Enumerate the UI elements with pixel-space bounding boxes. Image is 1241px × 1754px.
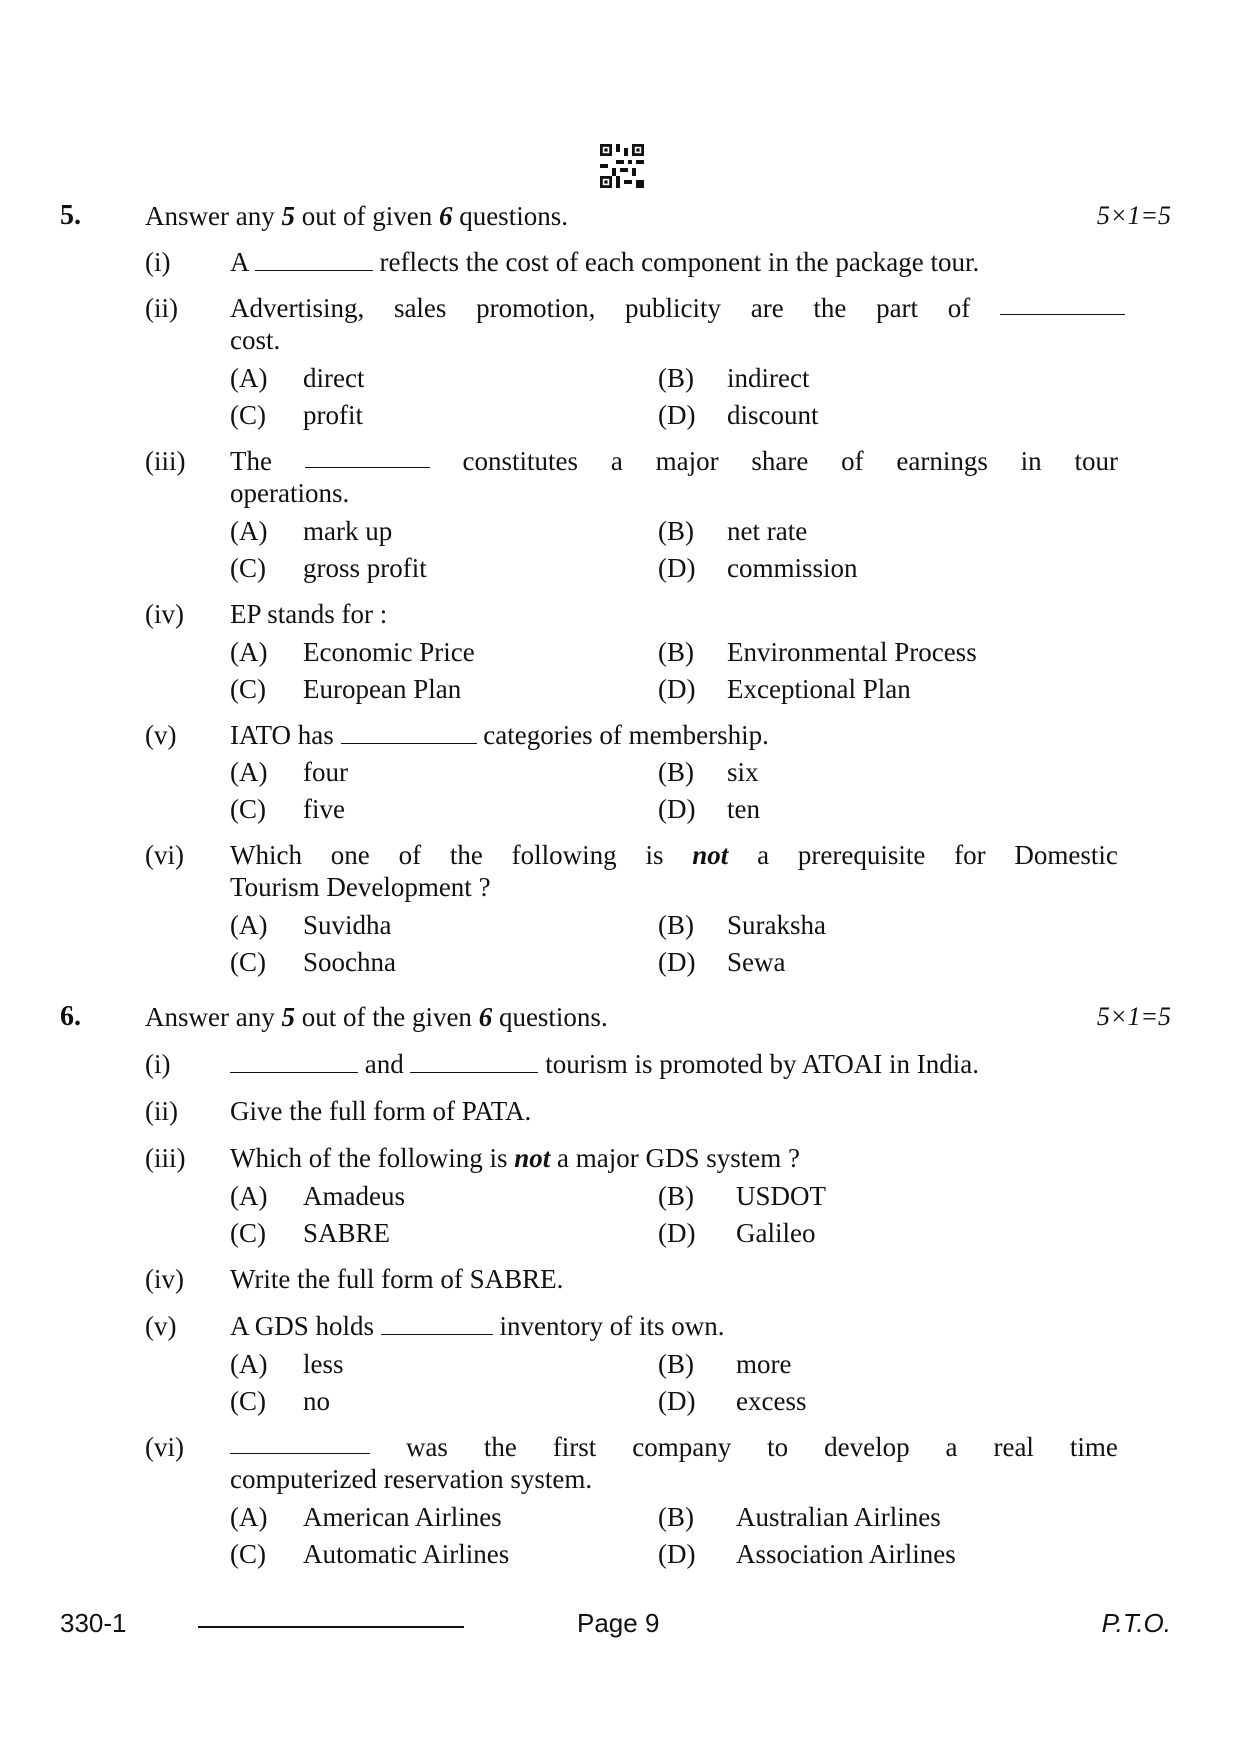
option-text: indirect (727, 363, 810, 393)
answer-blank (230, 1431, 370, 1454)
option-text: discount (727, 400, 819, 430)
sub-question-text: Which of the following is not a major GDS system ? (230, 1143, 800, 1173)
option-label: (A) (230, 1502, 268, 1532)
option-label: (B) (658, 637, 694, 667)
sub-question-label: (iv) (145, 1264, 184, 1294)
marks-label: 5×1=5 (1096, 1002, 1171, 1031)
option-label: (D) (658, 1386, 696, 1416)
sub-question-text: A GDS holds inventory of its own. (230, 1311, 725, 1341)
option-text: no (303, 1386, 330, 1416)
sub-question-label: (ii) (145, 293, 178, 323)
answer-blank (410, 1050, 538, 1073)
option-text: five (303, 794, 345, 824)
sub-question-text-cont: cost. (230, 325, 281, 355)
sub-question-label: (i) (145, 247, 171, 277)
pto-label: P.T.O. (1101, 1608, 1171, 1638)
answer-blank (1000, 292, 1125, 315)
question-instruction: Answer any 5 out of given 6 questions. (145, 201, 568, 231)
option-label: (A) (230, 363, 268, 393)
sub-question-text-cont: computerized reservation system. (230, 1464, 593, 1494)
option-label: (D) (658, 947, 696, 977)
option-text: Economic Price (303, 637, 475, 667)
sub-question-text: A reflects the cost of each component in the package tour. (230, 247, 980, 277)
option-label: (A) (230, 757, 268, 787)
sub-question-text: Which one of the following is not a prerequisite for Domestic (230, 840, 1118, 870)
option-text: USDOT (736, 1181, 827, 1211)
option-label: (C) (230, 794, 266, 824)
sub-question-label: (vi) (145, 1432, 184, 1462)
sub-question-label: (v) (145, 1311, 177, 1341)
option-text: six (727, 757, 759, 787)
sub-question-label: (iv) (145, 599, 184, 629)
qr-code-icon (600, 144, 644, 188)
answer-blank (255, 248, 373, 271)
option-text: excess (736, 1386, 807, 1416)
option-text: direct (303, 363, 365, 393)
option-label: (B) (658, 1349, 694, 1379)
option-label: (A) (230, 637, 268, 667)
option-label: (D) (658, 553, 696, 583)
sub-question-text: Advertising, sales promotion, publicity are the part of (230, 292, 1125, 324)
option-label: (C) (230, 947, 266, 977)
answer-blank (381, 1312, 493, 1335)
option-text: European Plan (303, 674, 462, 704)
option-label: (A) (230, 1181, 268, 1211)
question-instruction: Answer any 5 out of the given 6 questions. (145, 1002, 608, 1032)
sub-question-text: and tourism is promoted by ATOAI in India. (230, 1048, 979, 1080)
sub-question-text: Write the full form of SABRE. (230, 1264, 564, 1294)
option-text: profit (303, 400, 363, 430)
sub-question-text: The constitutes a major share of earnings in tour (230, 446, 1118, 476)
sub-question-text-cont: operations. (230, 478, 350, 508)
sub-question-label: (vi) (145, 840, 184, 870)
option-label: (D) (658, 794, 696, 824)
sub-question-text: EP stands for : (230, 599, 388, 629)
option-text: four (303, 757, 348, 787)
option-text: Automatic Airlines (303, 1539, 510, 1569)
option-text: net rate (727, 516, 808, 546)
answer-blank (230, 1050, 358, 1073)
option-text: less (303, 1349, 344, 1379)
question-number: 5. (60, 200, 81, 231)
answer-blank (341, 721, 477, 744)
option-label: (C) (230, 674, 266, 704)
option-label: (C) (230, 1386, 266, 1416)
option-label: (C) (230, 1218, 266, 1248)
option-text: SABRE (303, 1218, 391, 1248)
sub-question-label: (iii) (145, 1143, 186, 1173)
sub-question-text-cont: Tourism Development ? (230, 872, 491, 902)
option-text: mark up (303, 516, 393, 546)
option-label: (C) (230, 400, 266, 430)
sub-question-text: Give the full form of PATA. (230, 1096, 532, 1126)
answer-blank (305, 445, 430, 468)
sub-question-label: (i) (145, 1049, 171, 1079)
option-label: (B) (658, 910, 694, 940)
option-text: Suraksha (727, 910, 826, 940)
option-text: Suvidha (303, 910, 392, 940)
sub-question-label: (ii) (145, 1096, 178, 1126)
option-text: Australian Airlines (736, 1502, 941, 1532)
question-number: 6. (60, 1001, 81, 1032)
option-label: (B) (658, 1502, 694, 1532)
option-label: (A) (230, 516, 268, 546)
option-label: (D) (658, 1218, 696, 1248)
option-text: ten (727, 794, 760, 824)
option-label: (A) (230, 1349, 268, 1379)
sub-question-text: was the first company to develop a real time (230, 1431, 1118, 1463)
option-text: Soochna (303, 947, 396, 977)
option-text: American Airlines (303, 1502, 502, 1532)
option-label: (C) (230, 1539, 266, 1569)
sub-question-text: IATO has categories of membership. (230, 720, 769, 750)
option-label: (B) (658, 363, 694, 393)
option-label: (B) (658, 1181, 694, 1211)
option-text: Environmental Process (727, 637, 977, 667)
option-label: (D) (658, 400, 696, 430)
paper-code: 330-1 (60, 1608, 127, 1638)
option-label: (B) (658, 757, 694, 787)
option-text: more (736, 1349, 792, 1379)
sub-question-label: (iii) (145, 446, 186, 476)
option-label: (D) (658, 674, 696, 704)
option-text: commission (727, 553, 858, 583)
option-label: (B) (658, 516, 694, 546)
sub-question-label: (v) (145, 720, 177, 750)
option-text: gross profit (303, 553, 427, 583)
option-label: (C) (230, 553, 266, 583)
marks-label: 5×1=5 (1096, 201, 1171, 230)
option-text: Amadeus (303, 1181, 405, 1211)
option-text: Association Airlines (736, 1539, 956, 1569)
option-label: (D) (658, 1539, 696, 1569)
option-text: Sewa (727, 947, 786, 977)
page-number: Page 9 (577, 1608, 660, 1638)
option-text: Galileo (736, 1218, 816, 1248)
option-label: (A) (230, 910, 268, 940)
footer-divider (198, 1626, 464, 1628)
option-text: Exceptional Plan (727, 674, 911, 704)
